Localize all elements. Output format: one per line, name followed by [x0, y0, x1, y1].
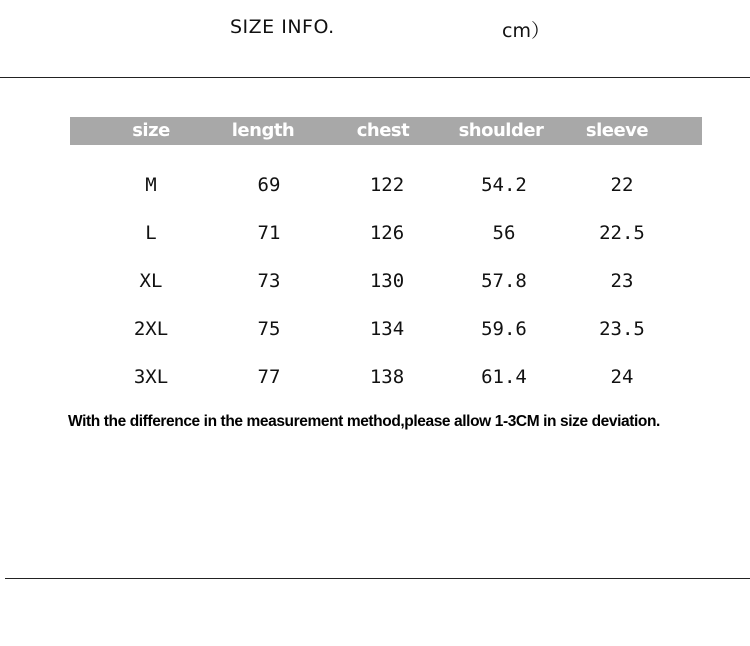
top-divider — [0, 77, 750, 78]
size-info-title: SIZE INFO. — [230, 16, 335, 38]
cell-chest: 138 — [369, 366, 405, 388]
cell-size: 3XL — [133, 366, 169, 388]
cell-shoulder: 57.8 — [481, 270, 527, 292]
cell-shoulder: 59.6 — [481, 318, 527, 340]
cell-length: 69 — [257, 174, 281, 196]
cell-size: L — [145, 222, 157, 244]
cell-size: 2XL — [133, 318, 169, 340]
header-chest: chest — [356, 120, 410, 141]
cell-length: 71 — [257, 222, 281, 244]
header-size: size — [132, 120, 170, 141]
header-shoulder: shoulder — [458, 120, 544, 141]
cell-chest: 122 — [369, 174, 405, 196]
cell-sleeve: 24 — [610, 366, 634, 388]
cell-chest: 126 — [369, 222, 405, 244]
cell-shoulder: 56 — [492, 222, 516, 244]
table-header — [70, 117, 702, 145]
cell-shoulder: 54.2 — [481, 174, 527, 196]
cell-sleeve: 22.5 — [599, 222, 645, 244]
cell-size: XL — [139, 270, 163, 292]
header-length: length — [231, 120, 295, 141]
cell-chest: 130 — [369, 270, 405, 292]
unit-label: cm） — [502, 20, 550, 42]
cell-size: M — [145, 174, 157, 196]
cell-length: 73 — [257, 270, 281, 292]
cell-sleeve: 23.5 — [599, 318, 645, 340]
bottom-divider — [5, 578, 750, 579]
header-sleeve: sleeve — [585, 120, 649, 141]
cell-sleeve: 22 — [610, 174, 634, 196]
cell-sleeve: 23 — [610, 270, 634, 292]
measurement-note: With the difference in the measurement method,please allow 1-3CM in size deviation. — [68, 413, 660, 430]
cell-shoulder: 61.4 — [481, 366, 527, 388]
cell-length: 77 — [257, 366, 281, 388]
cell-length: 75 — [257, 318, 281, 340]
cell-chest: 134 — [369, 318, 405, 340]
